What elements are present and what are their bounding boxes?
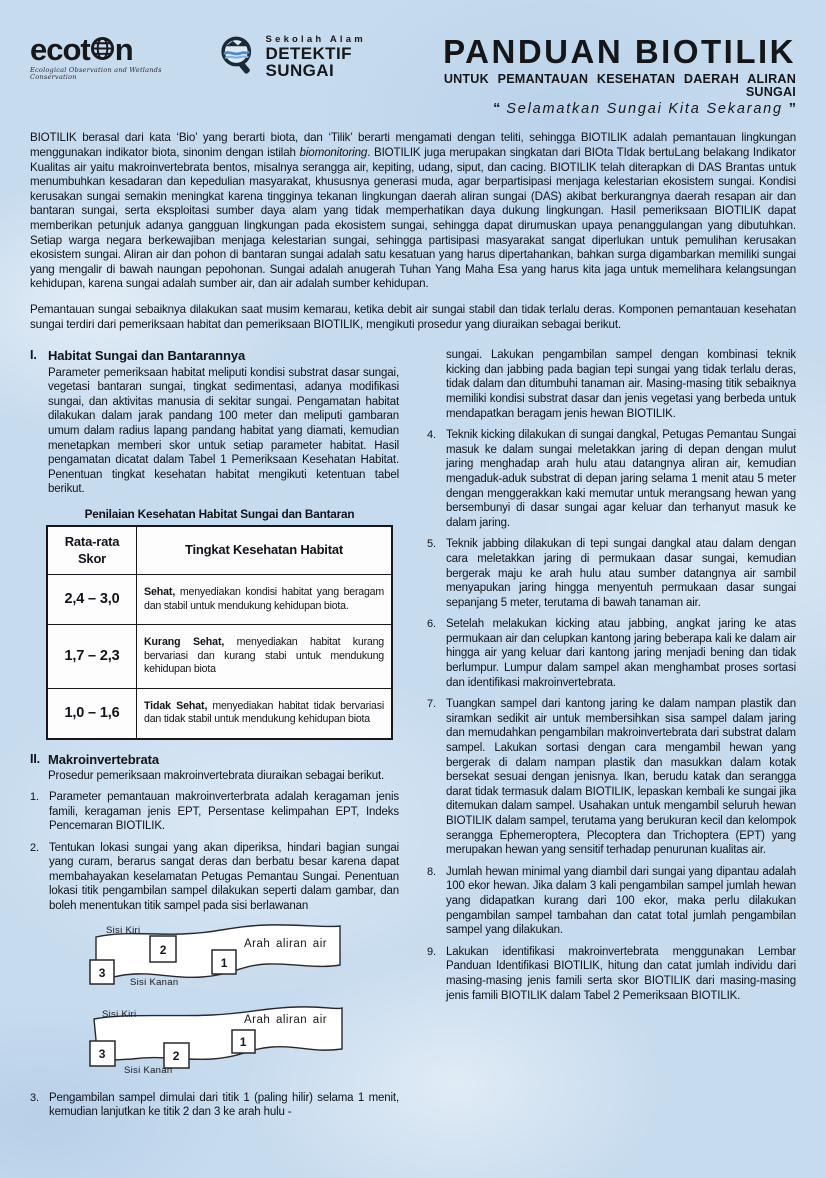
section-habitat-title: Habitat Sungai dan Bantarannya xyxy=(48,348,246,364)
col-header-level: Tingkat Kesehatan Habitat xyxy=(137,526,393,575)
item-number: 8. xyxy=(427,865,436,878)
item-number: 2. xyxy=(30,841,39,854)
section-habitat-heading xyxy=(30,348,399,365)
section-makro-heading xyxy=(30,752,399,769)
list-item xyxy=(30,841,399,914)
table-row xyxy=(47,688,392,739)
ecoton-tagline: Ecological Observation and Wetlands Conservation xyxy=(30,66,162,81)
score-cell: 1,7 – 2,3 xyxy=(47,625,137,689)
intro-p1-italic: biomonitoring xyxy=(299,146,368,160)
section-habitat-numeral: I. xyxy=(30,348,37,363)
detektif-name-label: DETEKTIF SUNGAI xyxy=(265,43,352,81)
item-3-continuation: sungai. Lakukan pengambilan sampel dengan kombinasi teknik kicking dan jabbing pada bagian tepi sungai yang tidak terlalu deras, tidak dalam dan ditumbuhi tanaman air. Masing-masing titik sebaiknya memiliki kondisi substrat dasar dan jenis vegetasi yang berbeda untuk mendapatkan beragam jenis hewan BIOTILIK. xyxy=(446,349,796,420)
desc-label: Kurang Sehat, xyxy=(144,636,225,649)
logo-group xyxy=(30,34,411,81)
detektif-school-label: Sekolah Alam xyxy=(265,33,366,45)
sample-point-3: 3 xyxy=(98,1046,106,1061)
globe-icon xyxy=(91,34,114,65)
item-text: Setelah melakukan kicking atau jabbing, angkat jaring ke atas permukaan air dan celupkan kantong jaring beberapa kali ke dalam air hingga air yang keluar dari kantong jaring menjadi bening dan tidak berlumpur. Lumpur dalam sampel akan menghambat proses sortasi dan identifikasi makroinvertebrata. xyxy=(446,618,796,689)
desc-cell xyxy=(137,688,393,739)
table-row xyxy=(47,625,392,689)
intro-p1-a: BIOTILIK berasal dari kata ‘Bio’ yang berarti biota, dan ‘Tilik’ berarti mengamati dengan teliti, sehingga BIOTILIK adalah pemantauan lingkungan menggunakan indikator biota, sinonim dengan istilah xyxy=(30,131,796,160)
section-habitat-body: Parameter pemeriksaan habitat meliputi kondisi substrat dasar sungai, vegetasi bantaran sungai, tingkat sedimentasi, adanya modifikasi sungai, dan aktivitas manusia di sekitar sungai. Pengamatan habitat dilakukan dalam jarak pandang 100 meter dan meliputi gambaran umum dalam radius lapang pandang habitat yang diamati, kemudian menetapkan memberi skor untuk setiap parameter habitat. Hasil pengamatan dicatat dalam Tabel 1 Pemeriksaan Kesehatan Habitat. Penentuan tingkat kesehatan habitat mengikuti ketentuan tabel berikut. xyxy=(48,366,399,496)
magnifier-river-icon xyxy=(217,34,259,81)
table-header-row xyxy=(47,526,392,575)
label-arah-aliran: Arah aliran air xyxy=(244,937,328,950)
score-cell: 2,4 – 3,0 xyxy=(47,575,137,625)
item-text: Lakukan identifikasi makroinvertebrata menggunakan Lembar Panduan Identifikasi BIOTILIK, hitung dan catat jumlah individu dari masing-masing jenis famili serta skor BIOTILIK dari masing-masing jenis famili BIOTILIK dalam Tabel 2 Pemeriksaan BIOTILIK. xyxy=(446,945,796,1002)
desc-text: menyediakan habitat kurang bervariasi dan kurang stabi untuk mendukung kehidupan biota xyxy=(144,636,384,676)
right-column xyxy=(427,348,796,1127)
sample-point-2: 2 xyxy=(159,942,167,957)
desc-text: menyediakan habitat tidak bervariasi dan tidak stabil untuk mendukung kehidupan biota xyxy=(144,699,384,726)
list-item xyxy=(427,697,796,858)
table-row xyxy=(47,575,392,625)
item-text: Parameter pemantauan makroinverterbrata adalah keragaman jenis famili, keragaman jenis EPT, Persentase kelimpahan EPT, Indeks Pencemaran BIOTILIK. xyxy=(49,790,399,833)
item-text: Pengambilan sampel dimulai dari titik 1 (paling hilir) selama 1 menit, kemudian lanjutkan ke titik 2 dan 3 ke arah hulu - xyxy=(49,1091,399,1119)
page-quote xyxy=(411,102,796,118)
river-sampling-diagram-2 xyxy=(82,1001,350,1083)
section-makro-intro: Prosedur pemeriksaan makroinvertebrata diuraikan sebagai berikut. xyxy=(48,770,385,783)
item-number: 6. xyxy=(427,618,436,631)
quote-text: Selamatkan Sungai Kita Sekarang xyxy=(500,100,789,117)
river-sampling-diagram-1 xyxy=(82,921,350,997)
page-subtitle: UNTUK PEMANTAUAN KESEHATAN DAERAH ALIRAN SUNGAI xyxy=(443,71,796,100)
list-item xyxy=(427,865,796,938)
quote-open: “ xyxy=(493,100,501,117)
item-number: 5. xyxy=(427,538,436,551)
quote-close: ” xyxy=(788,100,796,117)
label-sisi-kiri: Sisi Kiri xyxy=(106,924,141,936)
ecoton-logo xyxy=(30,34,199,80)
title-block xyxy=(411,34,796,117)
habitat-table xyxy=(46,525,393,740)
list-item xyxy=(427,537,796,610)
detektif-sungai-logo xyxy=(217,34,412,81)
item-text: Tentukan lokasi sungai yang akan diperiksa, hindari bagian sungai yang curam, berarus sangat deras dan berbatu besar karena dapat membahayakan keselamatan Petugas Pemantau Sungai. Penentuan lokasi titik pengambilan sampel dilakukan seperti dalam gambar, dan boleh menentukan titik sampel pada sisi berlawanan xyxy=(49,841,399,913)
item-number: 3. xyxy=(30,1091,39,1104)
left-column xyxy=(30,348,399,1127)
intro-p1-b: . BIOTILIK juga merupakan singkatan dari BIOta TIdak bertuLang belakang Indikator Kualitas air yaitu makroinvertebrata bentos, misalnya serangga air, kepiting, udang, siput, dan cacing. BIOTILIK telah diterapkan di DAS Brantas untuk menumbuhkan kesadaran dan kepedulian masyarakat, khususnya generasi muda, agar berpartisipasi menjaga kelestarian ekosistem sungai. Kondisi kerusakan sungai semakin meningkat karena tingginya tekanan lingkungan daerah aliran sungai (DAS) akibat berkurangnya daerah resapan air dan bantaran sungai, serta eksploitasi sumber daya alam yang tidak memperhatikan daya dukung lingkungan. Hasil pemeriksaan BIOTILIK dapat memberikan petunjuk adanya gangguan lingkungan pada ekosistem sungai, sehingga dapat dirumuskan upaya penanggulangan yang dibutuhkan. Setiap warga negara berkewajiban menjaga kelestarian sungai, sehingga partisipasi masyarakat sangat diperlukan untuk pemulihan kerusakan ekosistem sungai. Aliran air dan pohon di bantaran sungai adalah satu kesatuan yang harus dipertahankan, bahkan surga digambarkan memiliki sungai yang mengalir di bawah naungan pepohonan. Sungai adalah anugerah Tuhan Yang Maha Esa yang harus kita jaga untuk memelihara kelangsungan kehidupan, karena sungai adalah sumber air, dan air adalah sumber kehidupan. xyxy=(30,146,796,291)
label-arah-aliran: Arah aliran air xyxy=(244,1013,328,1026)
item-number: 9. xyxy=(427,945,436,958)
section-makro-numeral: II. xyxy=(30,751,40,766)
label-sisi-kiri: Sisi Kiri xyxy=(102,1008,137,1020)
sample-point-1: 1 xyxy=(239,1034,247,1049)
header xyxy=(30,34,796,117)
item-text: Tuangkan sampel dari kantong jaring ke dalam nampan plastik dan siramkan sedikit air untuk membersihkan sisa sampel dalam jaring dan memudahkan pengambilan makroinvertebrata dari substrat dalam sampel. Lakukan sortasi dengan cara mengambil hewan yang bergerak di dalam nampan plastik dan masukkan dalam kotak bersekat sesuai dengan jenisnya. Ikan, berudu katak dan serangga darat tidak termasuk dalam BIOTILIK, lepaskan kembali ke sungai jika ditemukan dalam sampel. Usahakan untuk mengambil seluruh hewan BIOTILIK dalam sampel, terutama yang berukuran kecil dan kelompok serangga Ephemeroptera, Plecoptera dan Trichoptera (EPT) yang merupakan hewan yang sensitif terhadap penurunan kualitas air. xyxy=(446,698,796,857)
sample-point-1: 1 xyxy=(220,955,228,970)
habitat-table-wrap xyxy=(46,507,393,740)
item-text: Jumlah hewan minimal yang diambil dari sungai yang dipantau adalah 100 ekor hewan. Jika dalam 3 kali pengambilan sampel jumlah hewan yang didapatkan kurang dari 100 ekor, maka perlu dilakukan pengambilan sampel tambahan dan catat total jumlah pengambilan sampel yang dilakukan. xyxy=(446,865,796,937)
item-number: 4. xyxy=(427,429,436,442)
intro-section xyxy=(30,131,796,332)
col-header-score: Rata-rata Skor xyxy=(47,526,137,575)
item-text: Teknik jabbing dilakukan di tepi sungai dangkal atau dalam dengan cara meletakkan jaring di permukaan dasar sungai, kemudian bergerak maju ke arah hulu atau sumber datangnya air sambil menyapukan jaring hingga menyentuh permukaan dasar sungai sepanjang 5 meter, terutama di bawah tanaman air. xyxy=(446,538,796,609)
desc-label: Tidak Sehat, xyxy=(144,699,208,712)
desc-label: Sehat, xyxy=(144,586,176,598)
list-item xyxy=(427,617,796,690)
list-item xyxy=(427,945,796,1003)
item-text: Teknik kicking dilakukan di sungai dangkal, Petugas Pemantau Sungai masuk ke dalam sungai meletakkan jaring di depan dengan mulut jaring menghadap arah hulu atau datangnya aliran air, kemudian mengaduk-aduk substrat di depan jaring selama 1 menit atau 5 meter dengan menggerakkan kaki memutar untuk merangsang hewan yang bersembunyi di dasar sungai agar keluar dan terhanyut masuk ke dalam jaring. xyxy=(446,429,796,529)
sample-point-2: 2 xyxy=(172,1048,180,1063)
desc-cell xyxy=(137,575,393,625)
label-sisi-kanan: Sisi Kanan xyxy=(130,976,179,988)
list-item xyxy=(30,790,399,834)
ecoton-word-right: n xyxy=(114,32,133,68)
habitat-table-title: Penilaian Kesehatan Habitat Sungai dan Bantaran xyxy=(84,507,355,522)
score-cell: 1,0 – 1,6 xyxy=(47,688,137,739)
intro-paragraph-2: Pemantauan sungai sebaiknya dilakukan saat musim kemarau, ketika debit air sungai stabil dan tidak terlalu deras. Komponen pemantauan kesehatan sungai terdiri dari pemeriksaan habitat dan pemeriksaan BIOTILIK, mengikuti prosedur yang diuraikan sebagai berikut. xyxy=(30,303,796,331)
desc-cell xyxy=(137,625,393,689)
item-number: 1. xyxy=(30,790,39,803)
ecoton-wordmark xyxy=(30,32,199,68)
page-title: PANDUAN BIOTILIK xyxy=(443,33,796,70)
sample-point-3: 3 xyxy=(98,965,106,980)
desc-text: menyediakan kondisi habitat yang beragam dan stabil untuk mendukung kehidupan biota. xyxy=(144,586,384,612)
intro-paragraph-1 xyxy=(30,131,796,292)
label-sisi-kanan: Sisi Kanan xyxy=(124,1064,173,1076)
list-item xyxy=(30,1091,399,1120)
item-number: 7. xyxy=(427,698,436,711)
list-item xyxy=(427,428,796,530)
section-makro-title: Makroinvertebrata xyxy=(48,751,160,767)
ecoton-word-left: ecot xyxy=(30,32,90,68)
